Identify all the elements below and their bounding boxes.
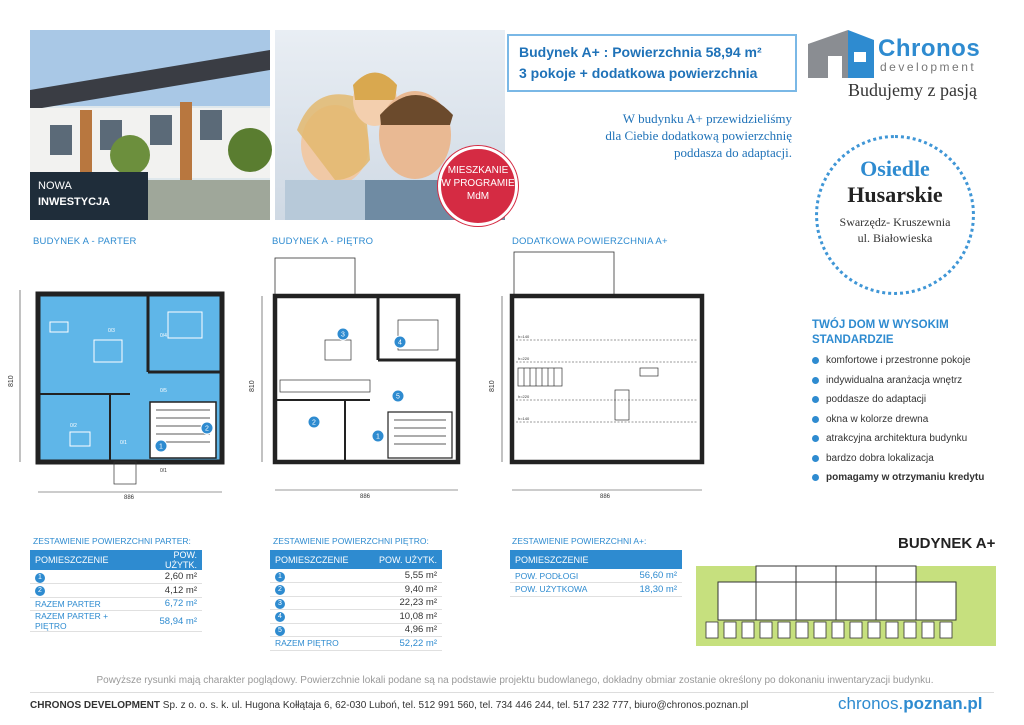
room-number-badge: 2 <box>35 586 45 596</box>
parter-height-dim: 810 <box>8 375 15 387</box>
svg-text:4: 4 <box>398 339 402 347</box>
table-row <box>510 569 682 583</box>
room-area: 22,23 m² <box>365 596 442 610</box>
table-row <box>270 637 442 651</box>
slogan: Budujemy z pasją <box>848 80 977 100</box>
attic-table-title: ZESTAWIENIE POWIERZCHNI A+: <box>512 536 647 546</box>
total-sum-label: RAZEM PARTER + PIĘTRO <box>30 611 140 632</box>
attic-label: DODATKOWA POWIERZCHNIA A+ <box>512 236 668 247</box>
room-area: 10,08 m² <box>365 610 442 624</box>
total-sum-value: 58,94 m² <box>140 611 202 632</box>
room-code-0-1: 0/1 <box>120 440 127 446</box>
parter-sum-value: 6,72 m² <box>140 597 202 611</box>
table-row <box>30 597 202 611</box>
room-area: 4,12 m² <box>140 584 202 598</box>
table-row <box>270 569 442 583</box>
description-line3: poddasza do adaptacji. <box>673 145 792 160</box>
new-investment-line1: NOWA <box>38 180 72 192</box>
table-row <box>30 584 202 598</box>
parter-area-table <box>30 550 202 632</box>
new-investment-line2: INWESTYCJA <box>38 196 111 208</box>
table-row <box>30 570 202 584</box>
pietro-height-dim: 810 <box>249 380 256 392</box>
chronos-logo-icon <box>808 30 874 78</box>
mdm-line1: MIESZKANIE <box>447 165 509 176</box>
mdm-line3: MdM <box>466 191 490 202</box>
parter-sum-label: RAZEM PARTER <box>30 597 140 611</box>
features-title-line1: TWÓJ DOM W WYSOKIM <box>812 319 949 331</box>
feature-item: okna w kolorze drewna <box>812 413 1012 433</box>
usable-area-value: 18,30 m² <box>619 583 682 597</box>
room-number-badge: 2 <box>275 585 285 595</box>
pietro-area-table <box>270 550 442 651</box>
estate-badge <box>815 135 975 295</box>
pietro-width-dim: 886 <box>360 494 371 500</box>
room-code-0-5: 0/5 <box>160 388 167 394</box>
pietro-floor-plan <box>250 250 475 508</box>
features-title-line2: STANDARDZIE <box>812 334 894 346</box>
room-number-badge: 1 <box>35 573 45 583</box>
feature-item: bardzo dobra lokalizacja <box>812 452 1012 472</box>
company-info <box>30 700 748 711</box>
attic-mark-2: h=220 <box>518 356 530 361</box>
logo-subtitle: development <box>880 60 977 74</box>
estate-name-line2: Husarskie <box>847 182 943 207</box>
attic-floor-plan <box>490 250 725 508</box>
parter-col-room: POMIESZCZENIE <box>30 550 140 570</box>
room-code-0-2: 0/2 <box>70 423 77 429</box>
estate-location-line2: ul. Białowieska <box>857 231 933 245</box>
attic-mark-3: h=220 <box>518 394 530 399</box>
mdm-badge <box>438 146 518 226</box>
description-line1: W budynku A+ przewidzieliśmy <box>622 111 792 126</box>
attic-mark-1: h=140 <box>518 334 530 339</box>
room-number-badge: 5 <box>275 626 285 636</box>
estate-name-line1: Osiedle <box>860 156 930 181</box>
room-area: 5,55 m² <box>365 569 442 583</box>
svg-text:3: 3 <box>341 331 345 339</box>
feature-item: indywidualna aranżacja wnętrz <box>812 374 1012 394</box>
floor-area-label: POW. PODŁOGI <box>510 569 619 583</box>
building-a-plus-label: BUDYNEK A+ <box>898 535 996 552</box>
attic-width-dim: 886 <box>600 494 611 500</box>
parter-table-title: ZESTAWIENIE POWIERZCHNI PARTER: <box>33 536 191 546</box>
company-name: CHRONOS DEVELOPMENT <box>30 700 161 711</box>
feature-item: poddasze do adaptacji <box>812 393 1012 413</box>
attic-col-room: POMIESZCZENIE <box>510 550 682 569</box>
pietro-sum-value: 52,22 m² <box>365 637 442 651</box>
company-address: Sp. z o. o. s. k. ul. Hugona Kołłątaja 6, 62-030 Luboń, tel. 512 991 560, tel. 734 446 244, tel. 517 232 777, biuro@chronos.poznan.pl <box>160 700 749 711</box>
room-area: 2,60 m² <box>140 570 202 584</box>
pietro-sum-label: RAZEM PIĘTRO <box>270 637 365 651</box>
svg-text:2: 2 <box>205 425 209 433</box>
estate-location-line1: Swarzędz- Kruszewnia <box>839 215 951 229</box>
usable-area-label: POW. UŻYTKOWA <box>510 583 619 597</box>
table-row <box>30 611 202 632</box>
attic-mark-4: h=140 <box>518 416 530 421</box>
building-summary-box <box>507 34 797 92</box>
svg-text:1: 1 <box>159 443 163 451</box>
pietro-table-title: ZESTAWIENIE POWIERZCHNI PIĘTRO: <box>273 536 429 546</box>
disclaimer-note: Powyższe rysunki mają charakter poglądowy. Powierzchnie lokali podane są na podstawie projektu budowlanego, dokładny obmiar zostanie określony po dokonaniu inwentaryzacji budynku. <box>96 675 934 686</box>
svg-text:1: 1 <box>376 433 380 441</box>
parter-label: BUDYNEK A - PARTER <box>33 236 137 247</box>
url-part-a: chronos. <box>838 694 904 713</box>
svg-text:5: 5 <box>396 393 400 401</box>
features-title <box>812 318 1002 348</box>
building-description <box>530 110 792 161</box>
table-row <box>270 610 442 624</box>
room-code-0-3: 0/3 <box>108 328 115 334</box>
attic-area-table <box>510 550 682 597</box>
table-row <box>270 596 442 610</box>
room-number-badge: 4 <box>275 612 285 622</box>
mdm-line2: W PROGRAMIE <box>441 178 515 189</box>
floor-area-value: 56,60 m² <box>619 569 682 583</box>
rooms-title: 3 pokoje + dodatkowa powierzchnia <box>519 65 758 81</box>
pietro-col-area: POW. UŻYTK. <box>365 550 442 569</box>
logo-name: Chronos <box>878 35 981 62</box>
feature-item: komfortowe i przestronne pokoje <box>812 354 1012 374</box>
pietro-label: BUDYNEK A - PIĘTRO <box>272 236 374 247</box>
footer-divider <box>30 692 994 693</box>
site-plan <box>696 560 996 655</box>
parter-col-area: POW. UŻYTK. <box>140 550 202 570</box>
parter-floor-plan <box>10 282 235 507</box>
room-area: 4,96 m² <box>365 623 442 637</box>
parter-width-dim: 886 <box>124 495 135 501</box>
room-number-badge: 3 <box>275 599 285 609</box>
table-row <box>270 623 442 637</box>
description-line2: dla Ciebie dodatkową powierzchnię <box>605 128 792 143</box>
room-code-0-4: 0/4 <box>160 333 167 339</box>
building-area-title: Budynek A+ : Powierzchnia 58,94 m² <box>519 44 762 60</box>
website-url[interactable] <box>838 694 983 714</box>
table-row <box>510 583 682 597</box>
svg-text:2: 2 <box>312 419 316 427</box>
feature-item: pomagamy w otrzymaniu kredytu <box>812 471 1012 491</box>
new-investment-badge <box>30 172 148 220</box>
attic-height-dim: 810 <box>489 380 496 392</box>
feature-item: atrakcyjna architektura budynku <box>812 432 1012 452</box>
url-part-b: poznan.pl <box>903 694 983 713</box>
features-list <box>812 354 1012 491</box>
pietro-col-room: POMIESZCZENIE <box>270 550 365 569</box>
table-row <box>270 583 442 597</box>
room-number-badge: 1 <box>275 572 285 582</box>
room-area: 9,40 m² <box>365 583 442 597</box>
room-code-entrance: 0/1 <box>160 468 167 474</box>
